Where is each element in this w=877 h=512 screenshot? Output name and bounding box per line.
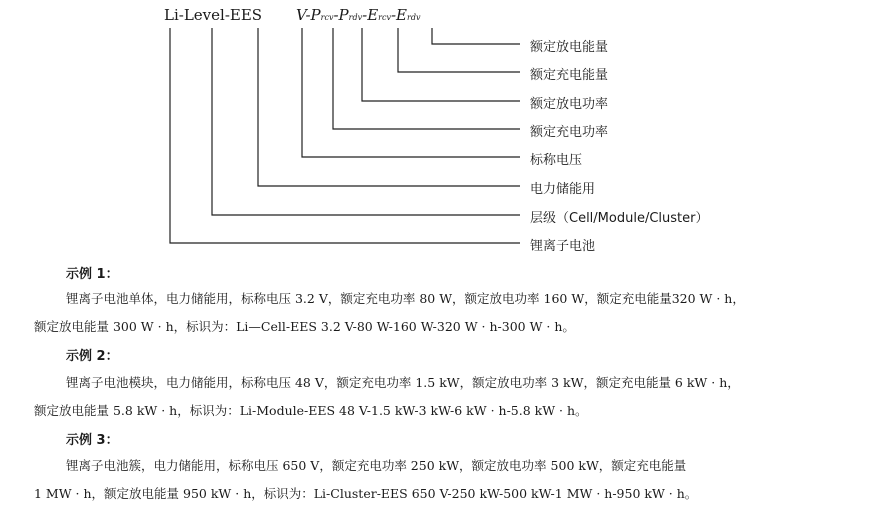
code-sub-rdv: rdv <box>348 13 363 22</box>
code-dash: - <box>362 6 368 24</box>
example-1-line-1: 锂离子电池单体，电力储能用，标称电压 3.2 V，额定充电功率 80 W，额定放电功率 160 W，额定充电能量320 W · h， <box>66 291 745 306</box>
example-2-line-2: 额定放电能量 5.8 kW · h，标识为：Li-Module-EES 48 V-1.5 kW-3 kW-6 kW · h-5.8 kW · h。 <box>34 403 588 418</box>
designation-code-variables <box>296 6 420 24</box>
legend-energy-storage-use: 电力储能用 <box>530 182 596 197</box>
code-sub-rdv: rdv <box>407 13 421 22</box>
leader-line-lithium-ion-battery <box>170 28 520 243</box>
legend-rated-charge-power: 额定充电功率 <box>530 125 609 140</box>
code-var-e-rcv: E <box>367 6 379 24</box>
leader-line-rated-discharge-power <box>362 28 520 101</box>
code-dash: - <box>333 6 339 24</box>
leader-line-energy-storage-use <box>258 28 520 186</box>
code-sub-rcv: rcv <box>320 13 334 22</box>
example-3-line-2: 1 MW · h，额定放电能量 950 kW · h，标识为：Li-Cluster-EES 650 V-250 kW-500 kW-1 MW · h-950 kW · h。 <box>34 486 698 501</box>
example-1-line-2: 额定放电能量 300 W · h，标识为：Li—Cell-EES 3.2 V-80 W-160 W-320 W · h-300 W · h。 <box>34 319 575 334</box>
code-var-v: V <box>296 6 306 24</box>
example-2-title: 示例 2： <box>66 349 119 364</box>
code-sub-rcv: rcv <box>378 13 391 22</box>
leader-line-rated-charge-energy <box>398 28 520 72</box>
legend-rated-discharge-energy: 额定放电能量 <box>530 40 609 55</box>
leader-line-rated-discharge-energy <box>432 28 520 44</box>
code-dash: - <box>305 6 311 24</box>
legend-lithium-ion-battery: 锂离子电池 <box>530 239 596 254</box>
example-2-line-1: 锂离子电池模块，电力储能用，标称电压 48 V，额定充电功率 1.5 kW，额定放电功率 3 kW，额定充电能量 6 kW · h， <box>66 375 740 390</box>
leader-line-nominal-voltage <box>302 28 520 157</box>
code-var-p-rcv: P <box>310 6 321 24</box>
example-1-title: 示例 1： <box>66 267 119 282</box>
code-dash: - <box>390 6 397 24</box>
legend-nominal-voltage: 标称电压 <box>530 153 583 168</box>
designation-code-prefix: Li-Level-EES <box>164 6 263 24</box>
code-var-e-rdv: E <box>396 6 407 24</box>
legend-rated-charge-energy: 额定充电能量 <box>530 68 609 83</box>
leader-line-rated-charge-power <box>333 28 520 129</box>
code-var-p-rdv: P <box>338 6 349 24</box>
legend-level: 层级（Cell/Module/Cluster） <box>530 211 709 226</box>
legend-rated-discharge-power: 额定放电功率 <box>530 97 609 112</box>
example-3-line-1: 锂离子电池簇，电力储能用，标称电压 650 V，额定充电功率 250 kW，额定放电功率 500 kW，额定充电能量 <box>66 458 687 473</box>
example-3-title: 示例 3： <box>66 433 119 448</box>
